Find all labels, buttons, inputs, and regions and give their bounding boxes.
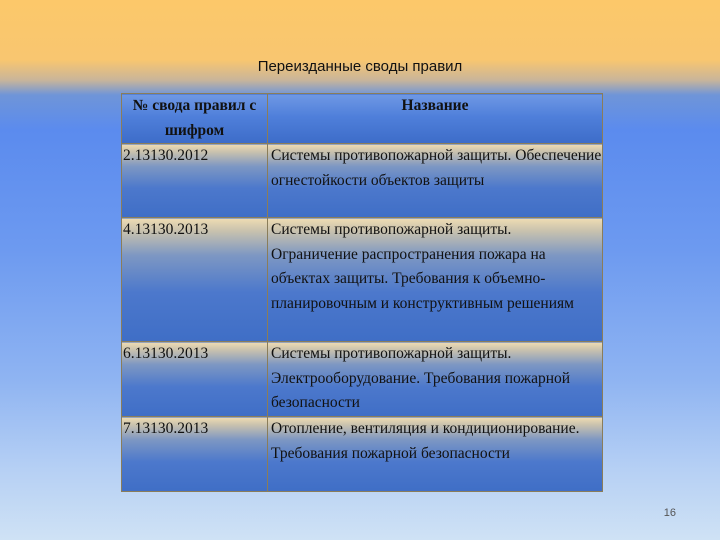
table-row <box>122 218 603 342</box>
rule-code-cell: 2.13130.2012 <box>122 144 268 218</box>
rule-name-cell: Отопление, вентиляция и кондиционирование. Требования пожарной безопасности <box>268 417 603 492</box>
slide-title: Переизданные своды правил <box>257 58 463 75</box>
table-row <box>122 144 603 218</box>
table-row <box>122 417 603 492</box>
column-header-code: № свода правил с шифром <box>122 94 268 144</box>
rule-code-cell: 6.13130.2013 <box>122 342 268 417</box>
rule-name-cell: Системы противопожарной защиты. Электрооборудование. Требования пожарной безопасности <box>268 342 603 417</box>
table-header-row <box>122 94 603 144</box>
rule-name-cell: Системы противопожарной защиты. Ограничение распространения пожара на объектах защиты. Требования к объемно-планировочным и конструктивным решениям <box>268 218 603 342</box>
rules-table <box>121 93 603 492</box>
column-header-name: Название <box>268 94 603 144</box>
rule-code-cell: 7.13130.2013 <box>122 417 268 492</box>
page-number: 16 <box>663 507 676 519</box>
table-row <box>122 342 603 417</box>
rule-name-cell: Системы противопожарной защиты. Обеспечение огнестойкости объектов защиты <box>268 144 603 218</box>
rule-code-cell: 4.13130.2013 <box>122 218 268 342</box>
